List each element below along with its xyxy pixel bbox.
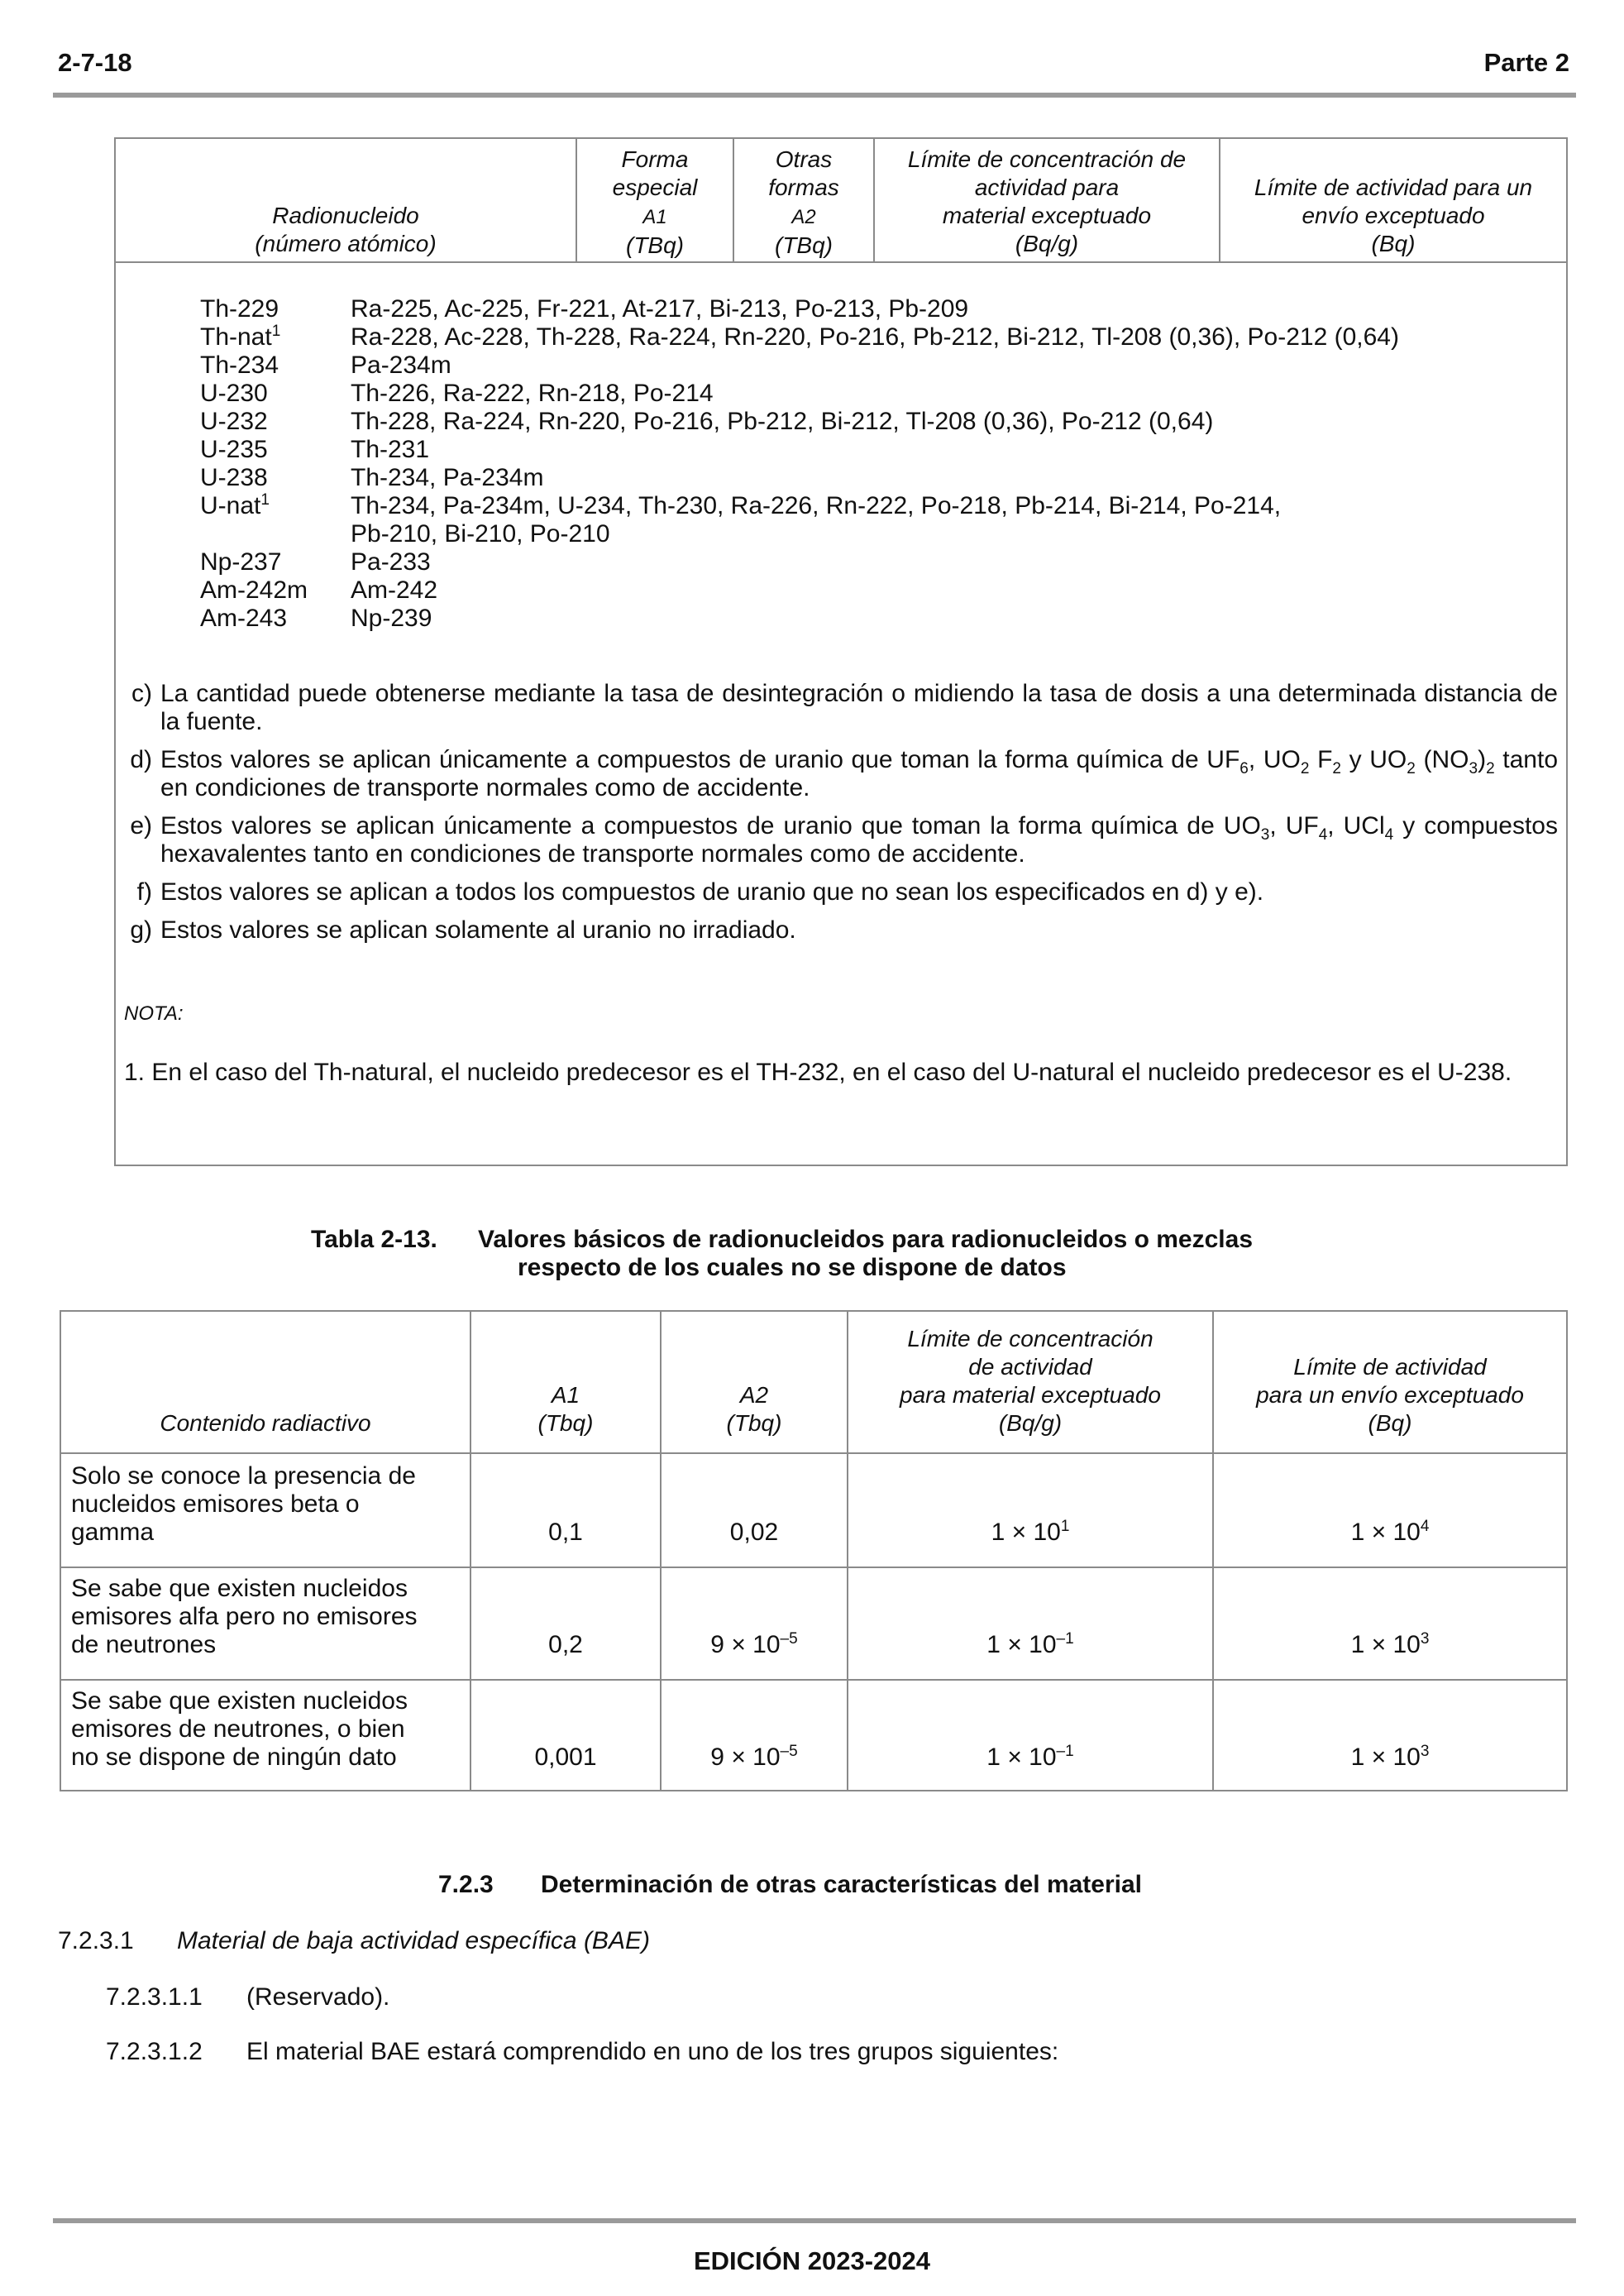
- table-caption-line2: respecto de los cuales no se dispone de datos: [518, 1254, 1067, 1281]
- table-row-content: Se sabe que existen nucleidos emisores de neutrones, o bien no se dispone de ningún dato: [71, 1687, 408, 1771]
- footnote-c: c) La cantidad puede obtenerse mediante la tasa de desintegración o midiendo la tasa de dosis a una determinada distancia de la fuente.: [131, 680, 1558, 735]
- header-rule: [53, 93, 1576, 98]
- edition-footer: EDICIÓN 2023-2024: [693, 2246, 931, 2275]
- cell-concentration: $1 \times 10^1$: [991, 1518, 1070, 1546]
- header-special-form: Forma especial A1 (TBq): [612, 146, 698, 258]
- footnote-f: f) Estos valores se aplican a todos los compuestos de uranio que no sean los especificados en d) y e).: [136, 878, 1264, 906]
- cell-shipment: $1 \times 10^3$: [1350, 1630, 1430, 1658]
- header-other-forms: Otras formas A2 (TBq): [768, 146, 839, 258]
- section-number: 7.2.3: [438, 1871, 494, 1898]
- header-concentration-limit: Límite de concentración de actividad para material exceptuado (Bq/g): [907, 146, 1187, 256]
- footnote-g: g) Estos valores se aplican solamente al uranio no irradiado.: [130, 916, 796, 944]
- cell-a1: 0,1: [548, 1519, 583, 1546]
- header-concentration: Límite de concentración de actividad para material exceptuado (Bq/g): [900, 1326, 1161, 1436]
- part-label: Parte 2: [1483, 48, 1569, 77]
- nota-text: 1. En el caso del Th-natural, el nucleido predecesor es el TH-232, en el caso del U-natural el nucleido predecesor es el U-238.: [124, 1059, 1512, 1086]
- cell-a2: $9 \times 10^{-5}$: [710, 1630, 798, 1658]
- section-title: Determinación de otras características del material: [541, 1871, 1143, 1898]
- radionuclide-table: [114, 137, 1568, 1166]
- cell-concentration: $1 \times 10^{-1}$: [986, 1630, 1074, 1658]
- header-content: Contenido radiactivo: [160, 1410, 371, 1436]
- table2-row-divider: [60, 1567, 1568, 1568]
- nota-label: NOTA:: [124, 1002, 184, 1025]
- table-row-content: Se sabe que existen nucleidos emisores alfa pero no emisores de neutrones: [71, 1575, 418, 1658]
- table2-row-divider: [60, 1452, 1568, 1454]
- footnote-e: e) Estos valores se aplican únicamente a compuestos de uranio que toman la forma química de $UO_3$, $UF_4$, UCl$_4$ y compuestos hexavalentes tanto en condiciones de transporte normales como de accidente.: [130, 812, 1558, 868]
- table-caption-line1: Valores básicos de radionucleidos para radionucleidos o mezclas: [478, 1226, 1254, 1253]
- footnote-d: d) Estos valores se aplican únicamente a compuestos de uranio que toman la forma química de $UF_6$, $UO_2$ $F_2$ y $UO_2$ $(NO_3)_2$ tanto en condiciones de transporte normales como de accidente.: [130, 746, 1559, 801]
- cell-shipment: $1 \times 10^4$: [1350, 1518, 1430, 1546]
- table-row-content: Solo se conoce la presencia de nucleidos emisores beta o gamma: [71, 1462, 416, 1546]
- footer-rule: [53, 2218, 1576, 2223]
- table-caption-number: Tabla 2-13.: [311, 1226, 437, 1253]
- table2-row-divider: [60, 1679, 1568, 1681]
- paragraph-number: 7.2.3.1.1: [106, 1983, 203, 2011]
- cell-concentration: $1 \times 10^{-1}$: [986, 1743, 1074, 1771]
- cell-a1: 0,001: [534, 1744, 597, 1771]
- subsection-number: 7.2.3.1: [58, 1927, 134, 1954]
- cell-shipment: $1 \times 10^3$: [1350, 1743, 1430, 1771]
- paragraph-text: El material BAE estará comprendido en uno de los tres grupos siguientes:: [246, 2038, 1059, 2065]
- paragraph-number: 7.2.3.1.2: [106, 2038, 203, 2065]
- table1-header-divider: [114, 261, 1568, 263]
- cell-a2: $9 \times 10^{-5}$: [710, 1743, 798, 1771]
- page-number: 2-7-18: [58, 48, 132, 77]
- header-a1: A1 (Tbq): [537, 1382, 594, 1436]
- header-shipment-limit: Límite de actividad para un envío exceptuado (Bq): [1254, 175, 1533, 256]
- cell-a2: 0,02: [729, 1519, 779, 1546]
- subsection-title: Material de baja actividad específica (BAE): [177, 1927, 650, 1954]
- paragraph-text: (Reservado).: [246, 1983, 390, 2011]
- header-shipment: Límite de actividad para un envío exceptuado (Bq): [1256, 1354, 1524, 1436]
- cell-a1: 0,2: [548, 1631, 583, 1658]
- header-radionuclide: Radionucleido (número atómico): [255, 203, 437, 256]
- header-a2: A2 (Tbq): [726, 1382, 782, 1436]
